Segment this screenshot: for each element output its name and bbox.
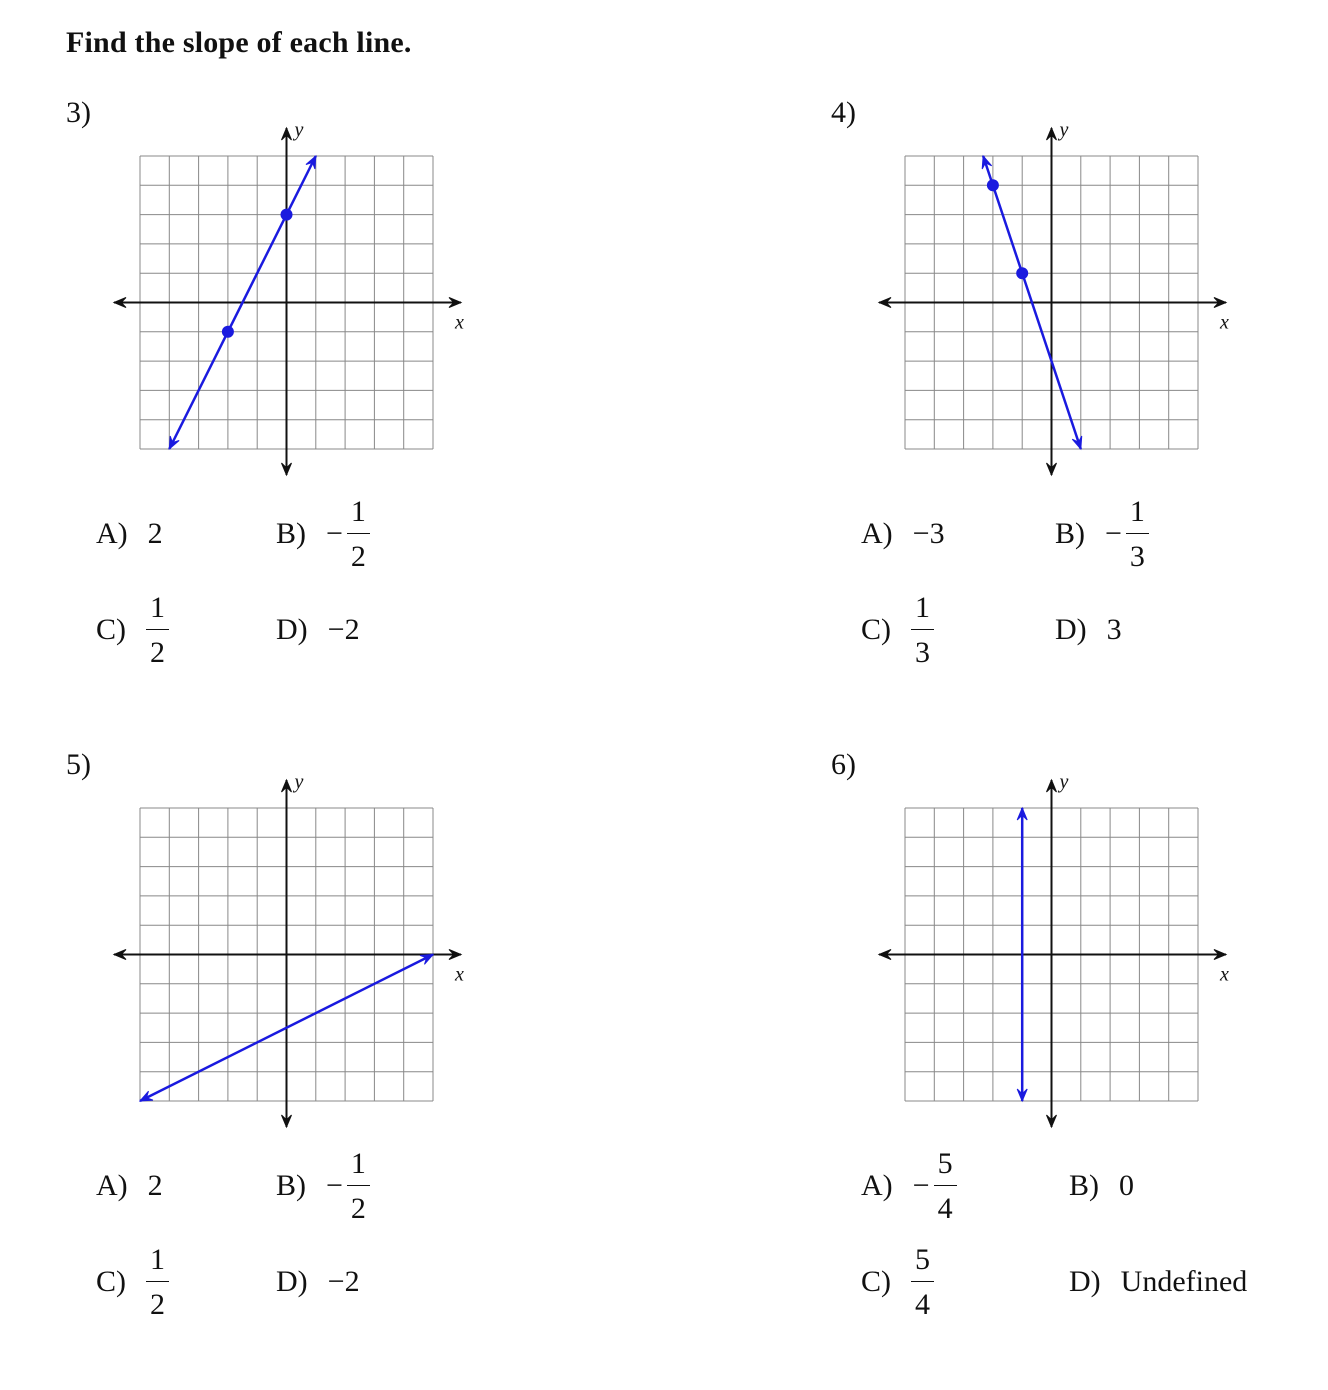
fraction <box>911 1242 934 1321</box>
negative-sign: − <box>326 517 343 550</box>
choice-letter: A) <box>96 517 128 550</box>
choice-letter: B) <box>276 517 306 550</box>
choice-c[interactable] <box>861 1238 934 1326</box>
fraction-denominator: 3 <box>1129 539 1145 573</box>
choice-a[interactable] <box>861 1142 957 1230</box>
y-axis-label: y <box>1059 771 1069 793</box>
choice-a[interactable] <box>861 490 945 578</box>
plotted-point <box>222 326 234 338</box>
x-axis-label: x <box>1220 963 1229 986</box>
problem-3 <box>66 96 626 716</box>
negative-sign: − <box>912 1169 930 1202</box>
choice-d[interactable] <box>1055 586 1122 674</box>
fraction-denominator: 2 <box>150 635 165 669</box>
x-axis-label: x <box>455 963 464 986</box>
choice-b[interactable] <box>276 1142 370 1230</box>
y-axis-label: y <box>1059 119 1069 141</box>
fraction <box>1126 494 1149 573</box>
problem-number: 5) <box>66 748 91 781</box>
choice-letter: D) <box>276 613 308 646</box>
choice-letter: D) <box>1055 613 1087 646</box>
choice-value: −3 <box>912 517 945 550</box>
x-axis-label: x <box>1220 311 1229 334</box>
coordinate-graph <box>869 764 1235 1130</box>
fraction <box>934 1146 957 1225</box>
fraction-numerator: 5 <box>934 1149 957 1186</box>
fraction-denominator: 4 <box>937 1191 953 1225</box>
fraction-denominator: 2 <box>350 1191 366 1225</box>
coordinate-graph <box>104 112 470 478</box>
fraction-denominator: 2 <box>150 1287 165 1321</box>
choice-c[interactable] <box>96 586 169 674</box>
negative-sign: − <box>326 1169 343 1202</box>
choice-letter: C) <box>96 613 126 646</box>
problem-6 <box>831 748 1328 1368</box>
y-axis-label: y <box>294 771 304 793</box>
coordinate-graph <box>869 112 1235 478</box>
negative-sign: − <box>1105 517 1122 550</box>
choice-value: 2 <box>147 1169 163 1202</box>
fraction <box>347 1146 370 1225</box>
choice-value: Undefined <box>1120 1265 1248 1298</box>
choice-c[interactable] <box>96 1238 169 1326</box>
plotted-point <box>281 209 293 221</box>
choice-value: −2 <box>327 1265 360 1298</box>
choice-value: 0 <box>1119 1169 1134 1202</box>
choice-letter: A) <box>96 1169 128 1202</box>
fraction-numerator: 1 <box>911 593 934 630</box>
choice-d[interactable] <box>276 586 360 674</box>
choice-value: −2 <box>327 613 360 646</box>
fraction <box>911 590 934 669</box>
choice-letter: D) <box>276 1265 308 1298</box>
fraction <box>146 590 169 669</box>
choice-value: 2 <box>147 517 163 550</box>
plotted-point <box>987 179 999 191</box>
fraction-numerator: 1 <box>347 1149 370 1186</box>
coordinate-graph <box>104 764 470 1130</box>
fraction-denominator: 4 <box>915 1287 930 1321</box>
choice-b[interactable] <box>1069 1142 1134 1230</box>
fraction-numerator: 5 <box>911 1245 934 1282</box>
choice-value: 3 <box>1106 613 1122 646</box>
problem-number: 3) <box>66 96 91 129</box>
fraction-numerator: 1 <box>347 497 370 534</box>
fraction-denominator: 2 <box>350 539 366 573</box>
choice-letter: B) <box>1069 1169 1099 1202</box>
choice-letter: B) <box>1055 517 1085 550</box>
choice-b[interactable] <box>276 490 370 578</box>
problem-number: 6) <box>831 748 856 781</box>
problem-number: 4) <box>831 96 856 129</box>
choice-b[interactable] <box>1055 490 1149 578</box>
fraction-numerator: 1 <box>1126 497 1149 534</box>
fraction-denominator: 3 <box>915 635 930 669</box>
choice-letter: A) <box>861 517 893 550</box>
y-axis-label: y <box>294 119 304 141</box>
fraction <box>146 1242 169 1321</box>
choice-a[interactable] <box>96 490 163 578</box>
problem-4 <box>831 96 1328 716</box>
choice-letter: A) <box>861 1169 893 1202</box>
x-axis-label: x <box>455 311 464 334</box>
page-title: Find the slope of each line. <box>66 26 412 59</box>
choice-d[interactable] <box>1069 1238 1247 1326</box>
choice-letter: C) <box>861 613 891 646</box>
choice-c[interactable] <box>861 586 934 674</box>
choice-d[interactable] <box>276 1238 360 1326</box>
fraction <box>347 494 370 573</box>
fraction-numerator: 1 <box>146 1245 169 1282</box>
choice-letter: D) <box>1069 1265 1101 1298</box>
choice-letter: C) <box>861 1265 891 1298</box>
choice-letter: B) <box>276 1169 306 1202</box>
plotted-point <box>1016 267 1028 279</box>
fraction-numerator: 1 <box>146 593 169 630</box>
problem-5 <box>66 748 626 1368</box>
choice-letter: C) <box>96 1265 126 1298</box>
choice-a[interactable] <box>96 1142 163 1230</box>
